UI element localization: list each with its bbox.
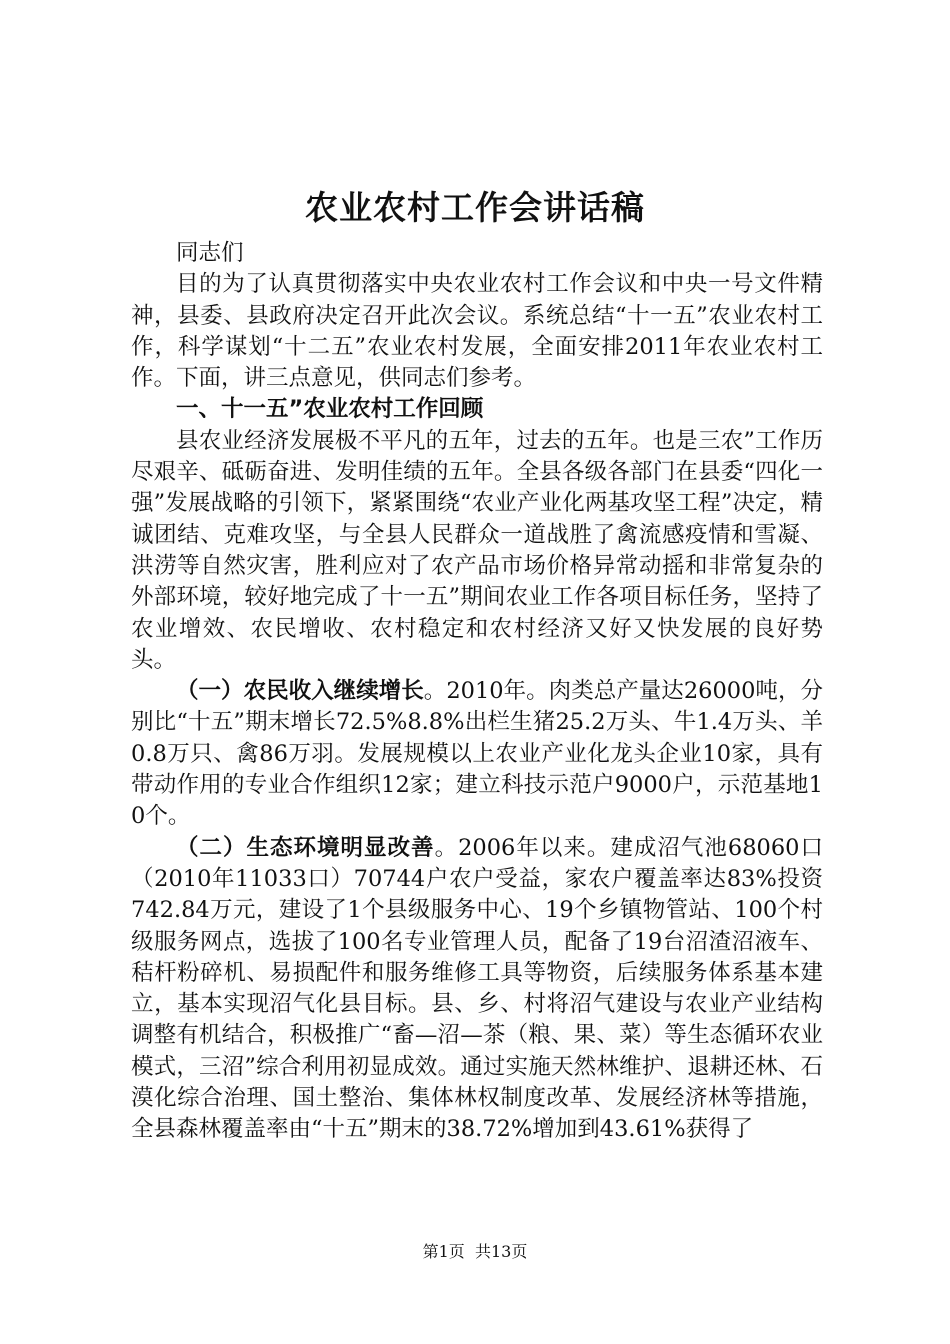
- section-paragraph: 县农业经济发展极不平凡的五年，过去的五年。也是三农”工作历尽艰辛、砥砺奋进、发明佳绩的五年。全县各级各部门在县委“四化一强”发展战略的引领下，紧紧围绕“农业产业化两基攻坚工程”决定，精诚团结、克难攻坚，与全县人民群众一道战胜了禽流感疫情和雪凝、洪涝等自然灾害，胜利应对了农产品市场价格异常动摇和非常复杂的外部环境，较好地完成了十一五”期间农业工作各项目标任务，坚持了农业增效、农民增收、农村稳定和农村经济又好又快发展的良好势头。: [131, 427, 823, 673]
- section-heading: 一、十一五”农业农村工作回顾: [176, 396, 484, 423]
- intro-paragraph: 目的为了认真贯彻落实中央农业农村工作会议和中央一号文件精神，县委、县政府决定召开此次会议。系统总结“十一五”农业农村工作，科学谋划“十二五”农业农村发展，全面安排2011年农业农村工作。下面，讲三点意见，供同志们参考。: [131, 271, 823, 392]
- item-paragraph-1: [131, 676, 823, 832]
- page-number: 第1页: [422, 1242, 465, 1261]
- item-heading-2: （二）生态环境明显改善: [176, 834, 435, 861]
- page-total: 共13页: [474, 1242, 528, 1261]
- document-body: [131, 238, 823, 1146]
- item-text-1: 。2010年。肉类总产量达26000吨，分别比“十五”期末增长72.5%8.8%出栏生猪25.2万头、牛1.4万头、羊0.8万只、禽86万羽。发展规模以上农业产业化龙头企业10家，具有带动作用的专业合作组织12家；建立科技示范户9000户，示范基地10个。: [131, 678, 823, 830]
- item-heading-1: （一）农民收入继续增长: [176, 678, 424, 705]
- document-title: 农业农村工作会讲话稿: [305, 188, 645, 227]
- item-text-2: 。2006年以来。建成沼气池68060口（2010年11033口）70744户农户受益，家农户覆盖率达83%投资742.84万元，建设了1个县级服务中心、19个乡镇物管站、100个村级服务网点，选拔了100名专业管理人员，配备了19台沼渣沼液车、秸杆粉碎机、易损配件和服务维修工具等物资，后续服务体系基本建立，基本实现沼气化县目标。县、乡、村将沼气建设与农业产业结构调整有机结合，积极推广“畜—沼—茶（粮、果、菜）等生态循环农业模式，三沼”综合利用初显成效。通过实施天然林维护、退耕还林、石漠化综合治理、国土整治、集体林权制度改革、发展经济林等措施，全县森林覆盖率由“十五”期末的38.72%增加到43.61%获得了: [131, 834, 823, 1143]
- item-paragraph-2: [131, 833, 823, 1146]
- salutation: 同志们: [176, 240, 244, 266]
- page-footer: [0, 1242, 950, 1262]
